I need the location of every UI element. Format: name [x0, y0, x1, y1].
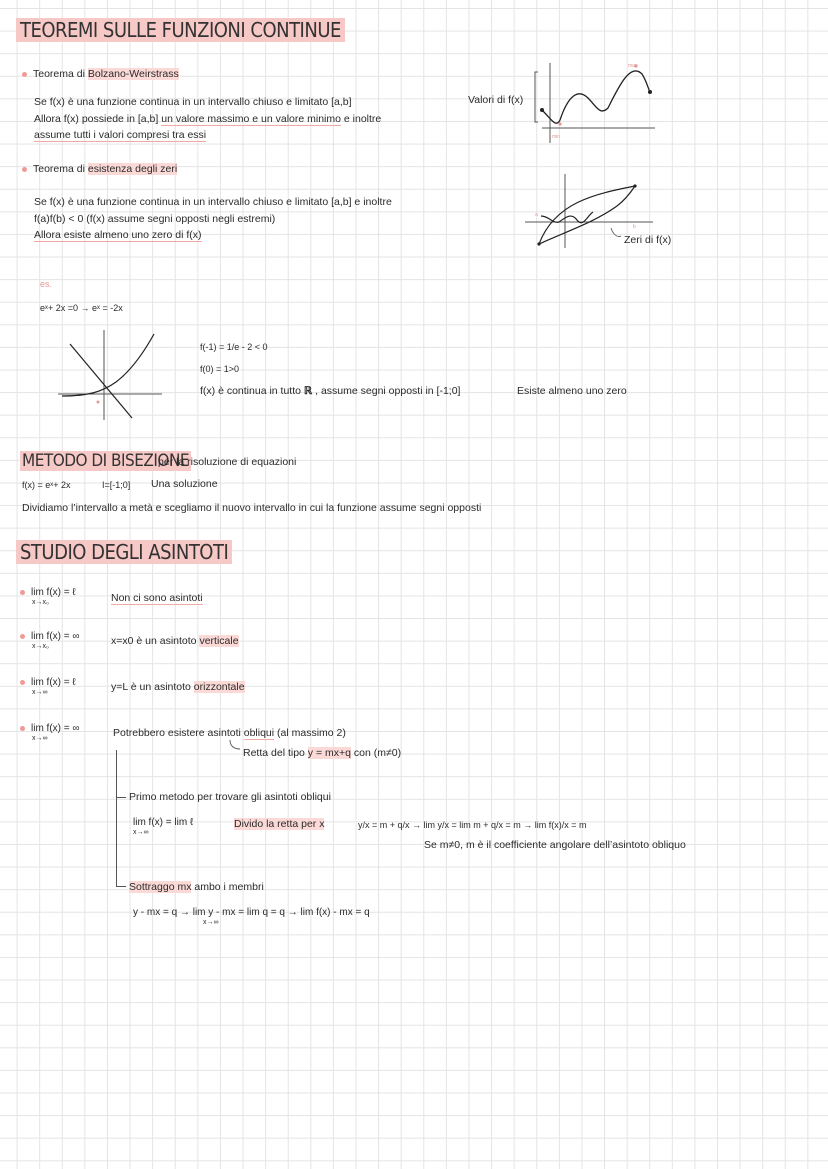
example-equation: eˣ+ 2x =0 → eˣ = -2x: [40, 303, 123, 313]
limit-expression: lim f(x) = ∞ x→x₀: [20, 631, 80, 652]
metodo1-chain: y/x = m + q/x → lim y/x = lim m + q/x = m → lim f(x)/x = m: [358, 820, 587, 830]
bullet-icon: [20, 726, 25, 731]
tree-line: [116, 886, 126, 887]
metodo2-chain: y - mx = q → lim y - mx = lim q = q → lim f(x) - mx = q x→∞: [133, 907, 370, 926]
metodo1-lhs: lim f(x) = lim ℓ x→∞: [133, 817, 194, 836]
bullet-icon: [22, 167, 27, 172]
metodo1-note: Se m≠0, m è il coefficiente angolare dell’asintoto obliquo: [424, 839, 686, 851]
bolzano-graph: [530, 58, 660, 148]
asintoti-row-text: x=x0 è un asintoto verticale: [111, 635, 239, 647]
example-continuity: f(x) è continua in tutto ℝ , assume segni opposti in [-1;0]: [200, 385, 461, 397]
section-title-teoremi: TEOREMI SULLE FUNZIONI CONTINUE: [16, 18, 345, 42]
bolzano-line1: Se f(x) è una funzione continua in un intervallo chiuso e limitato [a,b]: [34, 96, 352, 108]
tree-line: [116, 797, 126, 798]
limit-expression: lim f(x) = ℓ x→x₀: [20, 587, 76, 608]
bisezione-solution: Una soluzione: [151, 478, 218, 490]
graph-min-label: min: [552, 134, 561, 140]
bisezione-interval: I=[-1;0]: [102, 480, 131, 490]
asintoti-title: STUDIO DEGLI ASINTOTI: [16, 540, 232, 564]
bullet-icon: [20, 680, 25, 685]
graph-max-label: max: [628, 63, 638, 69]
example-f-zero: f(0) = 1>0: [200, 364, 240, 374]
bisezione-title: METODO DI BISEZIONE: [22, 451, 190, 471]
example-f-minus1: f(-1) = 1/e - 2 < 0: [200, 342, 268, 352]
arrow-hook-icon: [228, 740, 244, 752]
example-graph: [58, 330, 168, 420]
sottraggo-line: Sottraggo mx ambo i membri: [129, 881, 264, 893]
bisezione-description: Dividiamo l’intervallo a metà e scegliamo il nuovo intervallo in cui la funzione assume segni opposti: [22, 502, 482, 514]
bolzano-line3: assume tutti i valori compresi tra essi: [34, 129, 207, 141]
retta-line: Retta del tipo y = mx+q con (m≠0): [243, 747, 402, 759]
graph-label-zeri: Zeri di f(x): [624, 234, 672, 246]
example-conclusion: Esiste almeno uno zero: [517, 385, 627, 397]
zeri-heading: Teorema di esistenza degli zeri: [22, 161, 177, 178]
asintoti-row-text: Non ci sono asintoti: [111, 592, 203, 604]
limit-expression: lim f(x) = ℓ x→∞: [20, 677, 76, 698]
primo-metodo: Primo metodo per trovare gli asintoti obliqui: [129, 791, 331, 803]
divido-label: Divido la retta per x: [234, 818, 325, 830]
limit-expression: lim f(x) = ∞ x→∞: [20, 723, 80, 744]
graph-b-label: b: [633, 224, 636, 230]
asintoti-row-text: y=L è un asintoto orizzontale: [111, 681, 245, 693]
bullet-icon: [20, 590, 25, 595]
bullet-icon: [22, 72, 27, 77]
bullet-icon: [20, 634, 25, 639]
bolzano-line2: Allora f(x) possiede in [a,b] un valore massimo e un valore minimo e inoltre: [34, 113, 382, 125]
bisezione-function: f(x) = eˣ+ 2x: [22, 480, 71, 490]
zeri-line2: f(a)f(b) < 0 (f(x) assume segni opposti negli estremi): [34, 213, 276, 225]
bolzano-heading: Teorema di Bolzano-Weirstrass: [22, 66, 179, 83]
asintoti-row-text: Potrebbero esistere asintoti obliqui (al massimo 2): [113, 727, 346, 739]
example-label: es.: [40, 279, 53, 289]
zeri-line3: Allora esiste almeno uno zero di f(x): [34, 229, 202, 241]
zeri-line1: Se f(x) è una funzione continua in un intervallo chiuso e limitato [a,b] e inoltre: [34, 196, 392, 208]
bisezione-subtitle: per la risoluzione di equazioni: [158, 456, 297, 468]
graph-label-valori: Valori di f(x): [468, 94, 524, 106]
graph-a-label: a: [535, 212, 538, 218]
tree-line: [116, 750, 117, 886]
